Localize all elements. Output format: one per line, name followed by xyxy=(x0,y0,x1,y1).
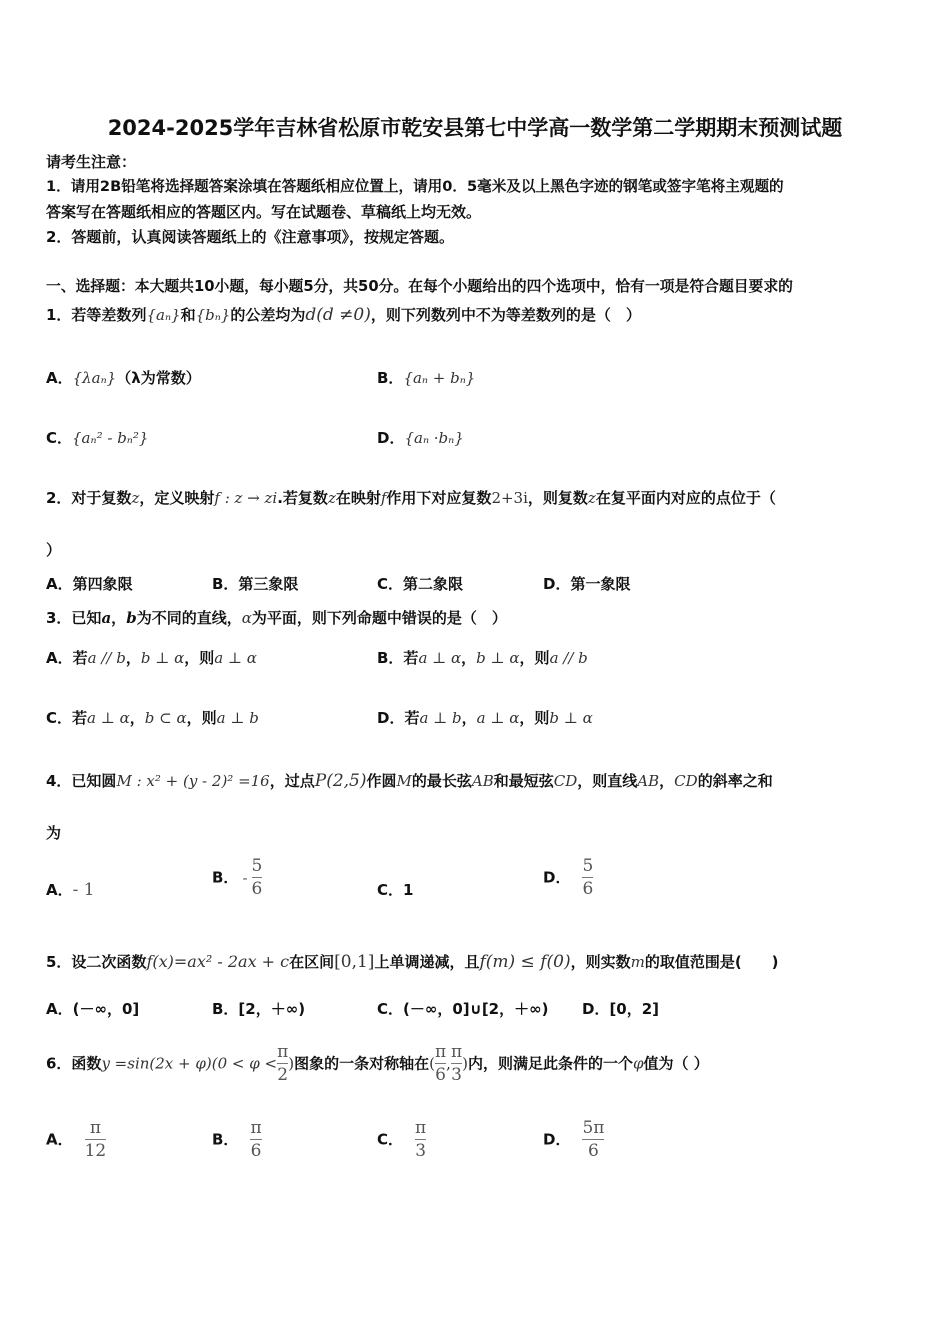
q6-d-den: 6 xyxy=(588,1141,599,1161)
q5-text-4: ，则实数 xyxy=(570,953,631,971)
q2-text-1: 2．对于复数 xyxy=(46,489,132,507)
q1-option-c[interactable] xyxy=(46,428,148,448)
q2-text-3: .若复数 xyxy=(277,489,328,507)
q3-b-sep: ， xyxy=(461,649,477,667)
q6-f2-den: 3 xyxy=(451,1065,462,1085)
q6-option-a[interactable] xyxy=(46,1118,106,1161)
q6-option-b[interactable] xyxy=(212,1118,262,1161)
q3-b-m3: a // b xyxy=(549,649,588,667)
q3-option-a[interactable] xyxy=(46,648,257,668)
q3-a-m2: b ⊥ α xyxy=(140,649,185,667)
q1-b-math: {aₙ + bₙ} xyxy=(403,369,476,387)
q2-option-c[interactable]: C．第二象限 xyxy=(377,575,464,593)
q3-a-label: A．若 xyxy=(46,649,88,667)
q6-option-d[interactable] xyxy=(543,1118,604,1161)
q4-d-num: 5 xyxy=(582,856,594,876)
q3-a-m1: a // b xyxy=(87,649,126,667)
q6-func-den: 2 xyxy=(277,1065,289,1085)
question-4 xyxy=(46,771,773,791)
q6-c-frac xyxy=(415,1118,426,1161)
notice-line2: 2．答题前，认真阅读答题纸上的《注意事项》，按规定答题。 xyxy=(46,228,454,246)
q4-text-2: ，过点 xyxy=(269,772,315,790)
q2-option-d[interactable]: D．第一象限 xyxy=(543,575,631,593)
q6-d-frac xyxy=(582,1118,604,1161)
q2-z-3: z xyxy=(587,489,596,507)
q5-m: m xyxy=(630,953,645,971)
q6-text-1: 6．函数 xyxy=(46,1054,102,1073)
q3-d-then: ，则 xyxy=(519,709,550,727)
q1-seq-a: {aₙ} xyxy=(146,306,181,324)
q5-option-c[interactable]: C．(－∞，0]∪[2，＋∞) xyxy=(377,1000,549,1018)
q6-comma: , xyxy=(446,1054,451,1073)
q6-d-num: 5π xyxy=(582,1118,605,1138)
q5-text-5: 的取值范围是( ) xyxy=(644,953,779,971)
q4-text-8: 的斜率之和 xyxy=(697,772,773,790)
q4-text-1: 4．已知圆 xyxy=(46,772,117,790)
q2-text-8: ） xyxy=(46,541,62,559)
q1-a-math: {λaₙ} xyxy=(72,369,117,387)
q3-c-then: ，则 xyxy=(186,709,217,727)
q3-c-label: C．若 xyxy=(46,709,88,727)
q3-d-m1: a ⊥ b xyxy=(419,709,462,727)
q6-a-label: A． xyxy=(46,1130,73,1149)
q4-b-label: B． xyxy=(212,868,239,887)
q1-diff: d(d ≠0) xyxy=(305,305,371,325)
q6-func-num: π xyxy=(277,1042,289,1062)
q4-b-sign: - xyxy=(242,868,248,887)
q3-d-sep: ， xyxy=(461,709,477,727)
q1-a-label: A． xyxy=(46,369,73,387)
q1-option-d[interactable] xyxy=(377,428,464,448)
q1-d-label: D． xyxy=(377,429,405,447)
q4-circle: M : x² + (y - 2)² =16 xyxy=(116,772,270,790)
q6-b-frac xyxy=(250,1118,261,1161)
q2-complex: 2+3i xyxy=(491,489,528,507)
q1-d-math: {aₙ ·bₙ} xyxy=(404,429,464,447)
q2-map: f : z → zi xyxy=(214,489,278,507)
q4-d-frac xyxy=(582,856,593,899)
q2-text-7: 在复平面内对应的点位于（ xyxy=(595,489,776,507)
question-3 xyxy=(46,608,507,628)
q1-a-text: （λ为常数） xyxy=(116,369,201,387)
q2-option-a[interactable]: A．第四象限 xyxy=(46,575,133,593)
q6-frac-2 xyxy=(451,1042,462,1085)
q4-b-num: 5 xyxy=(251,856,263,876)
q4-text-5: 和最短弦 xyxy=(493,772,554,790)
q2-text-5: 作用下对应复数 xyxy=(386,489,492,507)
q5-cond: f(m) ≤ f(0) xyxy=(479,952,571,972)
q6-b-num: π xyxy=(250,1118,262,1138)
q6-d-label: D． xyxy=(543,1130,571,1149)
q6-c-label: C． xyxy=(377,1130,404,1149)
q6-f2-num: π xyxy=(450,1042,463,1062)
q3-c-m3: a ⊥ b xyxy=(216,709,259,727)
q1-c-label: C． xyxy=(46,429,73,447)
q6-option-c[interactable] xyxy=(377,1118,426,1161)
q3-a-sep: ， xyxy=(125,649,141,667)
q6-text-2: 图象的一条对称轴在 xyxy=(294,1054,430,1073)
q2-z-2: z xyxy=(327,489,336,507)
q3-text-3: 为平面，则下列命题中错误的是（ ） xyxy=(251,609,507,627)
q3-b-label: B．若 xyxy=(377,649,419,667)
q4-text-3: 作圆 xyxy=(366,772,397,790)
q6-a-frac xyxy=(85,1118,107,1161)
q3-text-2: 为不同的直线， xyxy=(136,609,242,627)
q3-option-d[interactable] xyxy=(377,708,593,728)
q2-text-2: ，定义映射 xyxy=(139,489,215,507)
question-2 xyxy=(46,488,776,508)
q6-b-den: 6 xyxy=(250,1141,262,1161)
q4-text-6: ，则直线 xyxy=(577,772,638,790)
q6-f1-num: π xyxy=(434,1042,447,1062)
q4-m: M xyxy=(396,772,412,790)
q6-open: ( xyxy=(429,1054,435,1073)
q4-option-a[interactable] xyxy=(46,880,95,900)
q4-text-7: ， xyxy=(659,772,675,790)
q2-f: f xyxy=(380,489,387,507)
q3-option-c[interactable] xyxy=(46,708,259,728)
q4-option-b[interactable] xyxy=(212,856,262,899)
q4-ab-2: AB xyxy=(637,772,660,790)
q6-c-den: 3 xyxy=(415,1141,427,1161)
question-5 xyxy=(46,952,779,972)
question-1 xyxy=(46,305,641,325)
q5-option-d[interactable]: D．[0，2] xyxy=(582,1000,660,1018)
q6-func-close: ) xyxy=(288,1054,295,1073)
q2-text-6: ，则复数 xyxy=(527,489,588,507)
question-6 xyxy=(46,1042,709,1085)
q3-b-then: ，则 xyxy=(519,649,550,667)
q4-option-d[interactable] xyxy=(543,856,593,899)
q3-b-m1: a ⊥ α xyxy=(418,649,462,667)
q2-text-4: 在映射 xyxy=(335,489,381,507)
q1-option-a[interactable] xyxy=(46,368,201,388)
q6-text-4: 值为（ ） xyxy=(643,1054,709,1073)
q4-ab-1: AB xyxy=(471,772,494,790)
q3-c-m2: b ⊂ α xyxy=(144,709,187,727)
q1-c-math: {aₙ² - bₙ²} xyxy=(72,429,149,447)
q5-option-a[interactable]: A．(－∞，0] xyxy=(46,1000,140,1018)
q4-d-label: D． xyxy=(543,868,571,887)
q6-phi: φ xyxy=(633,1054,644,1073)
q1-text-2: 和 xyxy=(180,306,196,324)
q3-b: b xyxy=(126,609,137,627)
q6-a-num: π xyxy=(89,1118,102,1138)
q6-text-3: 内，则满足此条件的一个 xyxy=(468,1054,634,1073)
q3-b-m2: b ⊥ α xyxy=(476,649,520,667)
q6-b-label: B． xyxy=(212,1130,239,1149)
q4-b-den: 6 xyxy=(251,879,263,899)
q2-option-b[interactable]: B．第三象限 xyxy=(212,575,299,593)
q3-sep: ， xyxy=(111,609,127,627)
q2-z-1: z xyxy=(131,489,140,507)
q3-c-m1: a ⊥ α xyxy=(87,709,130,727)
q4-d-den: 6 xyxy=(582,879,594,899)
q6-func-frac xyxy=(277,1042,288,1085)
q3-d-m2: a ⊥ α xyxy=(476,709,520,727)
q4-point: P(2,5) xyxy=(314,771,367,791)
q5-func: f(x)=ax² - 2ax + c xyxy=(146,952,290,971)
q4-option-c[interactable]: C．1 xyxy=(377,881,414,899)
q3-c-sep: ， xyxy=(129,709,145,727)
q6-c-num: π xyxy=(415,1118,427,1138)
q3-d-label: D．若 xyxy=(377,709,420,727)
q3-text-1: 3．已知 xyxy=(46,609,102,627)
q6-f1-den: 6 xyxy=(435,1065,446,1085)
q4-cd-2: CD xyxy=(674,772,698,790)
q4-text-9: 为 xyxy=(46,824,62,842)
q3-a: a xyxy=(101,609,112,627)
q4-text-4: 的最长弦 xyxy=(411,772,472,790)
q5-text-2: 在区间 xyxy=(289,953,335,971)
q4-a-label: A． xyxy=(46,881,73,899)
q1-b-label: B． xyxy=(377,369,404,387)
q3-a-then: ，则 xyxy=(184,649,215,667)
q6-func: y =sin(2x + φ)(0 < φ < xyxy=(101,1054,278,1073)
q1-text-3: 的公差均为 xyxy=(230,306,306,324)
q5-text-1: 5．设二次函数 xyxy=(46,953,147,971)
q5-text-3: 上单调递减，且 xyxy=(374,953,480,971)
q4-a-math: - 1 xyxy=(72,880,95,900)
q1-option-b[interactable] xyxy=(377,368,475,388)
q1-seq-b: {bₙ} xyxy=(195,306,231,324)
notice-heading: 请考生注意： xyxy=(46,153,137,171)
q1-text-4: ，则下列数列中不为等差数列的是（ ） xyxy=(370,306,641,324)
q3-alpha: α xyxy=(241,609,252,627)
notice-line1b: 答案写在答题纸相应的答题区内。写在试题卷、草稿纸上均无效。 xyxy=(46,203,482,221)
q6-frac-1 xyxy=(435,1042,446,1085)
q5-interval: [0,1] xyxy=(334,952,375,972)
q6-close: ) xyxy=(462,1054,468,1073)
q5-option-b[interactable]: B．[2，＋∞) xyxy=(212,1000,306,1018)
section-heading: 一、选择题：本大题共10小题，每小题5分，共50分。在每个小题给出的四个选项中，恰有一项是符合题目要求的 xyxy=(46,278,793,295)
q3-d-m3: b ⊥ α xyxy=(549,709,593,727)
page-title: 2024-2025学年吉林省松原市乾安县第七中学高一数学第二学期期末预测试题 xyxy=(107,116,843,140)
q6-a-den: 12 xyxy=(84,1141,107,1161)
q4-cd-1: CD xyxy=(553,772,578,790)
q1-text-1: 1．若等差数列 xyxy=(46,306,147,324)
notice-line1: 1．请用2B铅笔将选择题答案涂填在答题纸相应位置上，请用0．5毫米及以上黑色字迹的钢笔或签字笔将主观题的 xyxy=(46,178,784,195)
q4-b-frac xyxy=(252,856,263,899)
q3-option-b[interactable] xyxy=(377,648,588,668)
q3-a-m3: a ⊥ α xyxy=(214,649,257,667)
